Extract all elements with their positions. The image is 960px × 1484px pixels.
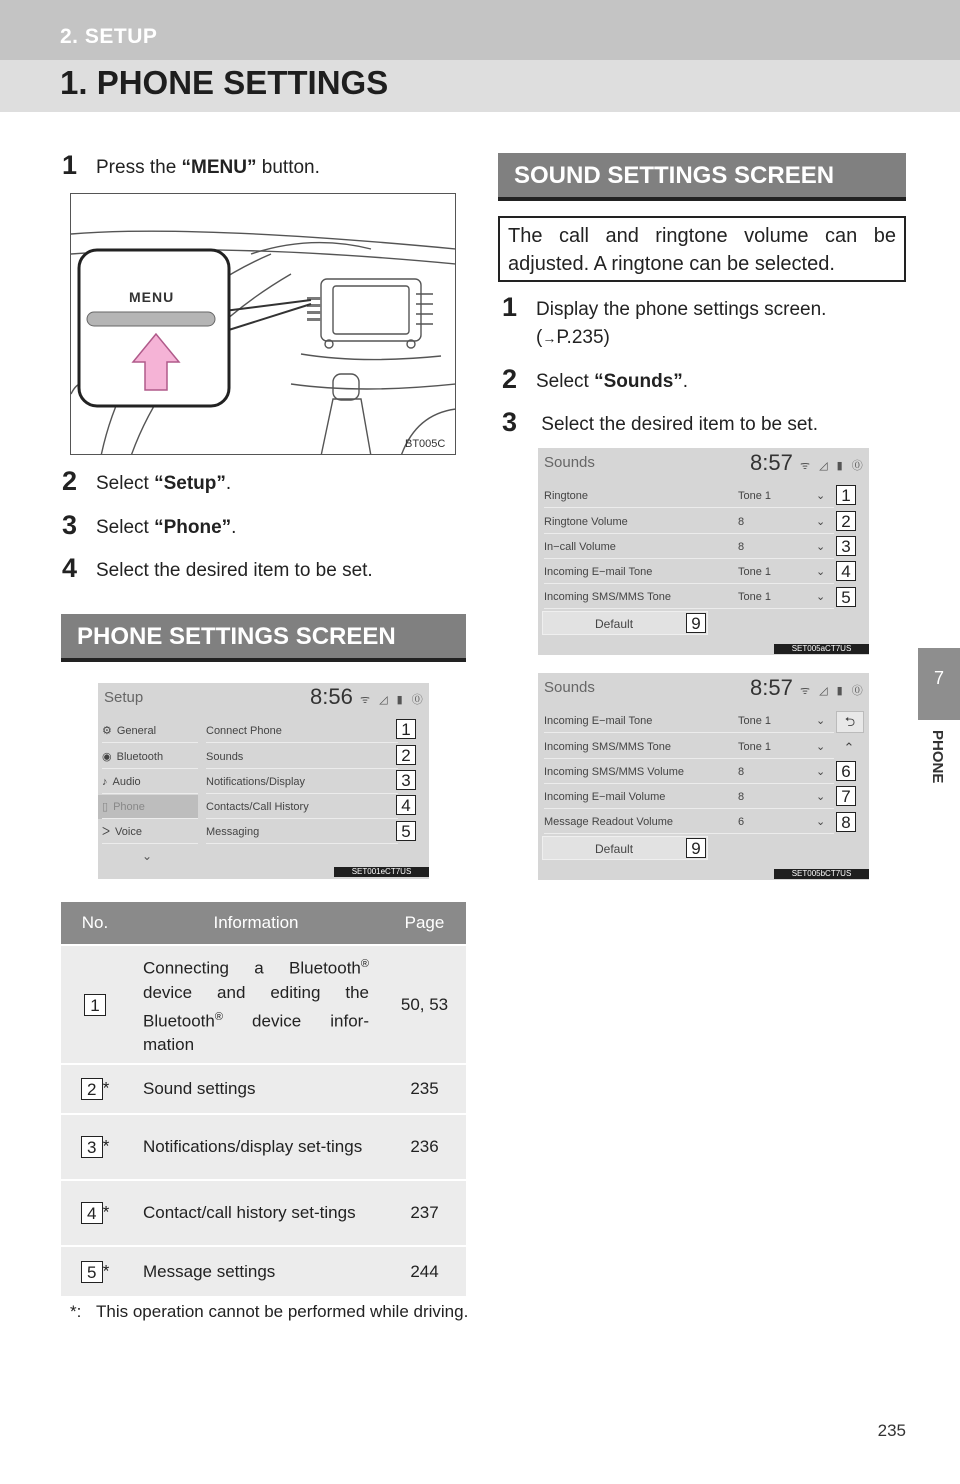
screen-clock: 8:57 <box>750 675 793 700</box>
chevron-down-icon[interactable]: ⌄ <box>142 849 153 863</box>
setting-row-ringtone[interactable]: Ringtone Tone 1 ⌄ <box>544 484 834 508</box>
chevron-down-icon: ⌄ <box>816 516 826 528</box>
screen-code: SET005aCT7US <box>774 644 869 654</box>
screen-clock: 8:57 <box>750 450 793 475</box>
sidebar-item-voice[interactable]: ᐳ Voice <box>102 820 198 844</box>
callout-badge: 4 <box>396 795 416 815</box>
row-info: Notifications/display set-tings <box>129 1114 383 1180</box>
row-page: 235 <box>383 1064 466 1114</box>
col-header-information: Information <box>129 902 383 945</box>
menu-item-contacts[interactable]: Contacts/Call History <box>206 795 398 819</box>
step-3-select: 3 Select the desired item to be set. <box>502 407 818 437</box>
dashboard-illustration <box>70 193 456 455</box>
chevron-down-icon: ⌄ <box>816 715 826 727</box>
setting-row-sms-volume[interactable]: Incoming SMS/MMS Volume 8 ⌄ <box>544 760 834 784</box>
row-page: 244 <box>383 1246 466 1296</box>
sounds-screen-b <box>538 673 869 880</box>
status-icons: ᯤ ◿ ▮ ⓪ <box>800 460 866 472</box>
screen-clock: 8:56 <box>310 684 353 709</box>
callout-badge: 1 <box>836 485 856 505</box>
row-info: Connecting a Bluetooth® device and editing the Bluetooth® device infor-mation <box>129 945 383 1064</box>
default-button[interactable]: Default <box>542 836 708 860</box>
callout-badge: 1 <box>396 719 416 739</box>
row-badge: 5 <box>81 1261 103 1283</box>
col-header-page: Page <box>383 902 466 945</box>
step-3-phone: 3 Select “Phone”. <box>62 510 237 540</box>
screen-title: Sounds <box>544 454 595 471</box>
settings-table <box>61 902 466 1296</box>
sound-settings-header: SOUND SETTINGS SCREEN <box>498 153 906 201</box>
phone-settings-header: PHONE SETTINGS SCREEN <box>61 614 466 662</box>
row-info: Message settings <box>129 1246 383 1296</box>
section-label: 2. SETUP <box>60 25 158 48</box>
chevron-down-icon: ⌄ <box>816 566 826 578</box>
menu-item-connect-phone[interactable]: Connect Phone <box>206 719 398 743</box>
chevron-down-icon: ⌄ <box>816 816 826 828</box>
table-row: 2 * Sound settings 235 <box>61 1064 466 1114</box>
setting-row-readout-volume[interactable]: Message Readout Volume 6 ⌄ <box>544 810 834 834</box>
footnote: *: This operation cannot be performed while driving. <box>70 1302 469 1321</box>
row-badge: 3 <box>81 1136 103 1158</box>
default-button[interactable]: Default <box>542 611 708 635</box>
screen-code: SET005bCT7US <box>774 869 869 879</box>
dashboard-drawing <box>71 194 456 455</box>
callout-badge: 5 <box>836 587 856 607</box>
setting-row-in-call-volume[interactable]: In−call Volume 8 ⌄ <box>544 535 834 559</box>
step-4-select: 4 Select the desired item to be set. <box>62 553 373 583</box>
row-badge: 4 <box>81 1202 103 1224</box>
callout-badge: 9 <box>686 838 706 858</box>
phone-icon: ▯ <box>102 801 109 813</box>
chapter-number: 7 <box>933 668 944 688</box>
arrow-right-icon: → <box>542 330 557 346</box>
page-title: 1. PHONE SETTINGS <box>60 64 389 101</box>
sound-intro-box: The call and ringtone volume can be adjusted. A ringtone can be selected. <box>498 216 906 282</box>
chevron-down-icon: ⌄ <box>816 490 826 502</box>
row-page: 50, 53 <box>383 945 466 1064</box>
callout-badge: 6 <box>836 761 856 781</box>
screen-title: Sounds <box>544 679 595 696</box>
row-badge: 1 <box>84 994 106 1016</box>
table-row: 3 * Notifications/display set-tings 236 <box>61 1114 466 1180</box>
menu-item-notifications[interactable]: Notifications/Display <box>206 770 398 794</box>
page-number: 235 <box>877 1421 906 1440</box>
callout-badge: 3 <box>396 770 416 790</box>
gear-icon: ⚙ <box>102 725 112 737</box>
scroll-up-icon[interactable]: ⌃ <box>843 740 855 755</box>
table-row: 4 * Contact/call history set-tings 237 <box>61 1180 466 1246</box>
status-icons: ᯤ ◿ ▮ ⓪ <box>800 685 866 697</box>
row-info: Sound settings <box>129 1064 383 1114</box>
status-icons: ᯤ ◿ ▮ ⓪ <box>360 694 426 706</box>
bluetooth-icon: ◉ <box>102 751 112 763</box>
step-2-setup: 2 Select “Setup”. <box>62 466 232 496</box>
chevron-down-icon: ⌄ <box>816 766 826 778</box>
setting-row-sms-tone[interactable]: Incoming SMS/MMS Tone Tone 1 ⌄ <box>544 585 834 609</box>
sidebar-item-bluetooth[interactable]: ◉ Bluetooth <box>102 745 198 769</box>
sidebar-item-general[interactable]: ⚙ General <box>102 719 198 743</box>
chevron-down-icon: ⌄ <box>816 591 826 603</box>
table-header <box>61 902 466 945</box>
callout-badge: 4 <box>836 561 856 581</box>
setting-row-email-tone[interactable]: Incoming E−mail Tone Tone 1 ⌄ <box>544 560 834 584</box>
step-1-menu: 1 Press the “MENU” button. <box>62 150 320 180</box>
chevron-down-icon: ⌄ <box>816 541 826 553</box>
chevron-down-icon: ⌄ <box>816 741 826 753</box>
menu-button-label: MENU <box>129 289 175 305</box>
callout-badge: 8 <box>836 812 856 832</box>
callout-badge: 2 <box>396 745 416 765</box>
sidebar-item-audio[interactable]: ♪ Audio <box>102 770 198 794</box>
row-page: 236 <box>383 1114 466 1180</box>
screen-title: Setup <box>104 689 144 706</box>
setting-row-sms-tone[interactable]: Incoming SMS/MMS Tone Tone 1 ⌄ <box>544 735 834 759</box>
menu-item-sounds[interactable]: Sounds <box>206 745 398 769</box>
setup-screen <box>98 683 429 879</box>
callout-badge: 5 <box>396 821 416 841</box>
chevron-down-icon: ⌄ <box>816 791 826 803</box>
row-page: 237 <box>383 1180 466 1246</box>
setting-row-email-volume[interactable]: Incoming E−mail Volume 8 ⌄ <box>544 785 834 809</box>
table-row <box>61 945 466 1064</box>
row-badge: 2 <box>81 1078 103 1100</box>
music-note-icon: ♪ <box>102 776 108 788</box>
chapter-label: PHONE <box>929 730 946 784</box>
illustration-code: BT005C <box>405 438 446 450</box>
screen-code: SET001eCT7US <box>334 867 429 877</box>
row-info: Contact/call history set-tings <box>129 1180 383 1246</box>
setting-row-ringtone-volume[interactable]: Ringtone Volume 8 ⌄ <box>544 510 834 534</box>
setting-row-email-tone[interactable]: Incoming E−mail Tone Tone 1 ⌄ <box>544 709 834 733</box>
callout-badge: 2 <box>836 511 856 531</box>
callout-badge: 9 <box>686 613 706 633</box>
callout-badge: 3 <box>836 536 856 556</box>
back-icon[interactable]: ⮌ <box>836 711 864 733</box>
voice-icon: ᐳ <box>102 826 111 838</box>
callout-badge: 7 <box>836 786 856 806</box>
table-row: 5 * Message settings 244 <box>61 1246 466 1296</box>
menu-item-messaging[interactable]: Messaging <box>206 820 398 844</box>
sidebar-item-phone[interactable]: ▯ Phone <box>102 795 198 819</box>
step-1-display: 1 Display the phone settings screen. (→P.235) <box>502 292 827 348</box>
sounds-screen-a <box>538 448 869 655</box>
col-header-no: No. <box>61 902 129 945</box>
step-2-sounds: 2 Select “Sounds”. <box>502 364 689 394</box>
